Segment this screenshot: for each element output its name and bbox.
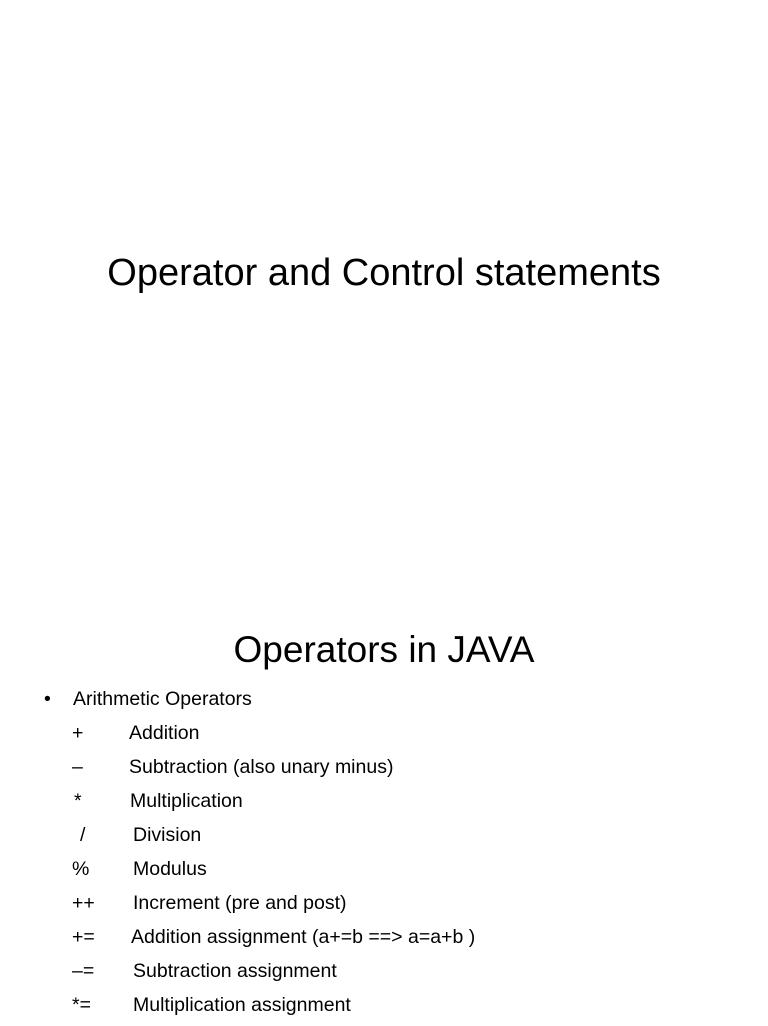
- operator-symbol: –=: [72, 960, 95, 982]
- slide-title: Operator and Control statements: [107, 252, 661, 294]
- operator-description: Division: [133, 824, 202, 846]
- operator-symbol: /: [80, 824, 86, 846]
- bullet-item: [44, 686, 252, 712]
- operator-description: Subtraction assignment: [133, 960, 337, 982]
- operator-symbol: *=: [72, 994, 91, 1016]
- bullet-icon: •: [44, 688, 51, 710]
- operator-description: Multiplication assignment: [133, 994, 351, 1016]
- operator-description: Subtraction (also unary minus): [129, 756, 394, 778]
- slide-operators: [0, 576, 768, 1024]
- operator-description: Addition: [129, 722, 200, 744]
- operator-symbol: %: [72, 858, 90, 880]
- operator-symbol: –: [72, 756, 83, 778]
- operator-symbol: ++: [72, 892, 95, 914]
- bullet-text: Arithmetic Operators: [73, 688, 252, 710]
- operator-symbol: +=: [72, 926, 95, 948]
- slide-heading: Operators in JAVA: [233, 629, 535, 670]
- operator-description: Modulus: [133, 858, 207, 880]
- operator-description: Multiplication: [130, 790, 243, 812]
- operator-symbol: *: [74, 790, 82, 812]
- operator-symbol: +: [72, 722, 84, 744]
- operator-description: Addition assignment (a+=b ==> a=a+b ): [131, 926, 476, 948]
- operator-description: Increment (pre and post): [133, 892, 347, 914]
